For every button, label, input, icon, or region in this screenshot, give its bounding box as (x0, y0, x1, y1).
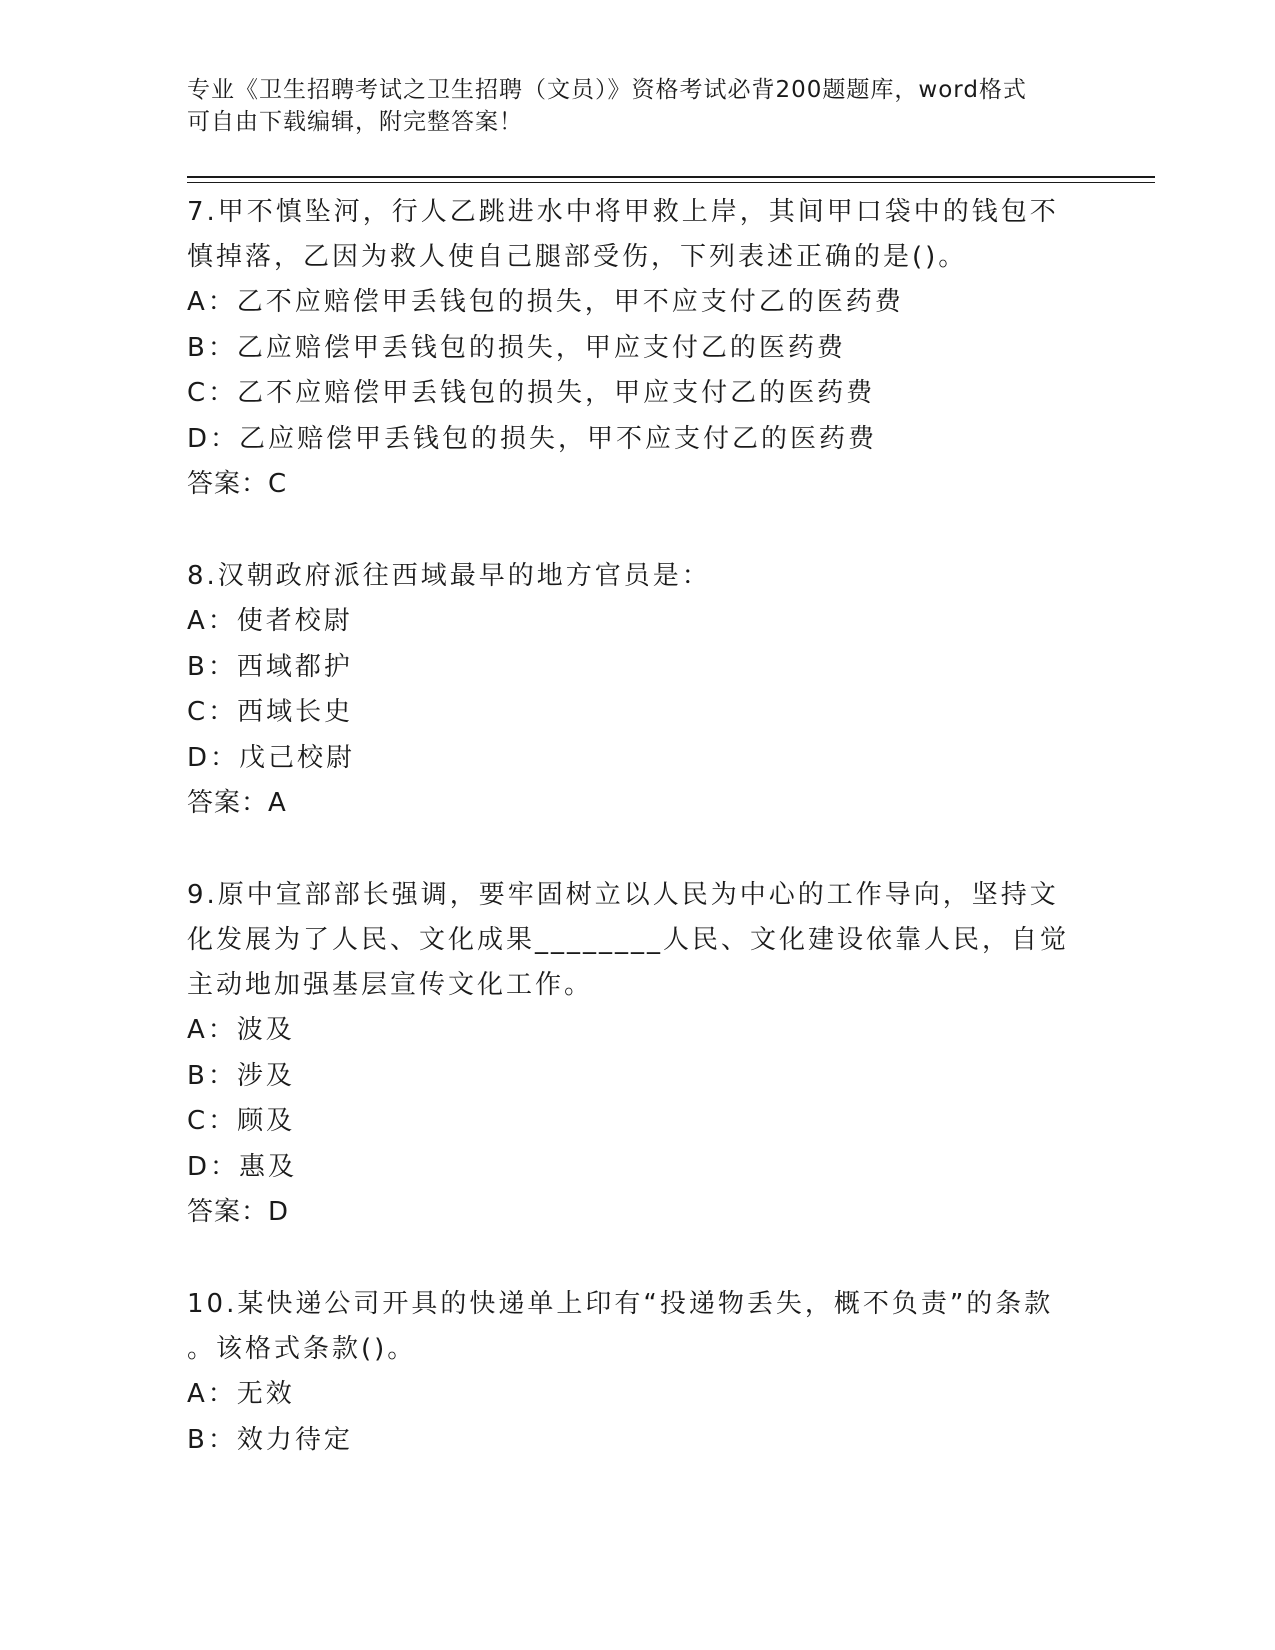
option-a: A：波及 (187, 1015, 295, 1045)
option-c: C：西域长史 (187, 697, 354, 727)
question-list (187, 190, 1087, 1463)
answer: 答案：D (187, 1197, 290, 1227)
option-b: B：乙应赔偿甲丢钱包的损失，甲应支付乙的医药费 (187, 332, 846, 363)
option-b: B：效力待定 (187, 1424, 353, 1455)
answer: 答案：A (187, 788, 287, 818)
answer: 答案：C (187, 469, 288, 499)
header-divider-thin (187, 182, 1155, 183)
document-header (187, 74, 1067, 138)
question-stem-line: 8.汉朝政府派往西域最早的地方官员是： (187, 561, 711, 591)
option-b: B：西域都护 (187, 651, 353, 682)
question-stem (187, 1282, 1087, 1372)
option-c: C：乙不应赔偿甲丢钱包的损失，甲应支付乙的医药费 (187, 378, 876, 408)
question-stem-line: 9.原中宣部部长强调，要牢固树立以人民为中心的工作导向，坚持文 (187, 880, 1059, 910)
option-d: D：戊己校尉 (187, 742, 356, 773)
question-stem-line: 慎掉落，乙因为救人使自己腿部受伤，下列表述正确的是()。 (187, 242, 968, 272)
option-a: A：使者校尉 (187, 606, 353, 636)
question-stem-line: 主动地加强基层宣传文化工作。 (187, 970, 594, 1000)
question-7 (187, 190, 1087, 507)
question-stem-line: 。该格式条款()。 (187, 1334, 417, 1364)
option-a: A：无效 (187, 1379, 295, 1409)
option-a: A：乙不应赔偿甲丢钱包的损失，甲不应支付乙的医药费 (187, 287, 904, 317)
question-stem (187, 873, 1087, 1008)
question-stem-line: 化发展为了人民、文化成果________人民、文化建设依靠人民，自觉 (187, 925, 1070, 955)
header-line-2: 可自由下载编辑，附完整答案！ (187, 109, 523, 135)
header-line-1: 专业《卫生招聘考试之卫生招聘（文员）》资格考试必背200题题库，word格式 (187, 77, 1027, 103)
question-stem (187, 554, 1087, 599)
option-b: B：涉及 (187, 1060, 295, 1091)
option-d: D：乙应赔偿甲丢钱包的损失，甲不应支付乙的医药费 (187, 423, 878, 454)
question-stem-line: 7.甲不慎坠河，行人乙跳进水中将甲救上岸，其间甲口袋中的钱包不 (187, 197, 1059, 227)
header-divider-thick (187, 176, 1155, 178)
option-c: C：顾及 (187, 1106, 296, 1136)
question-stem (187, 190, 1087, 280)
option-d: D：惠及 (187, 1151, 298, 1182)
question-10 (187, 1282, 1087, 1463)
question-stem-line: 10.某快递公司开具的快递单上印有“投递物丢失，概不负责”的条款 (187, 1289, 1054, 1319)
question-8 (187, 554, 1087, 826)
question-9 (187, 873, 1087, 1235)
